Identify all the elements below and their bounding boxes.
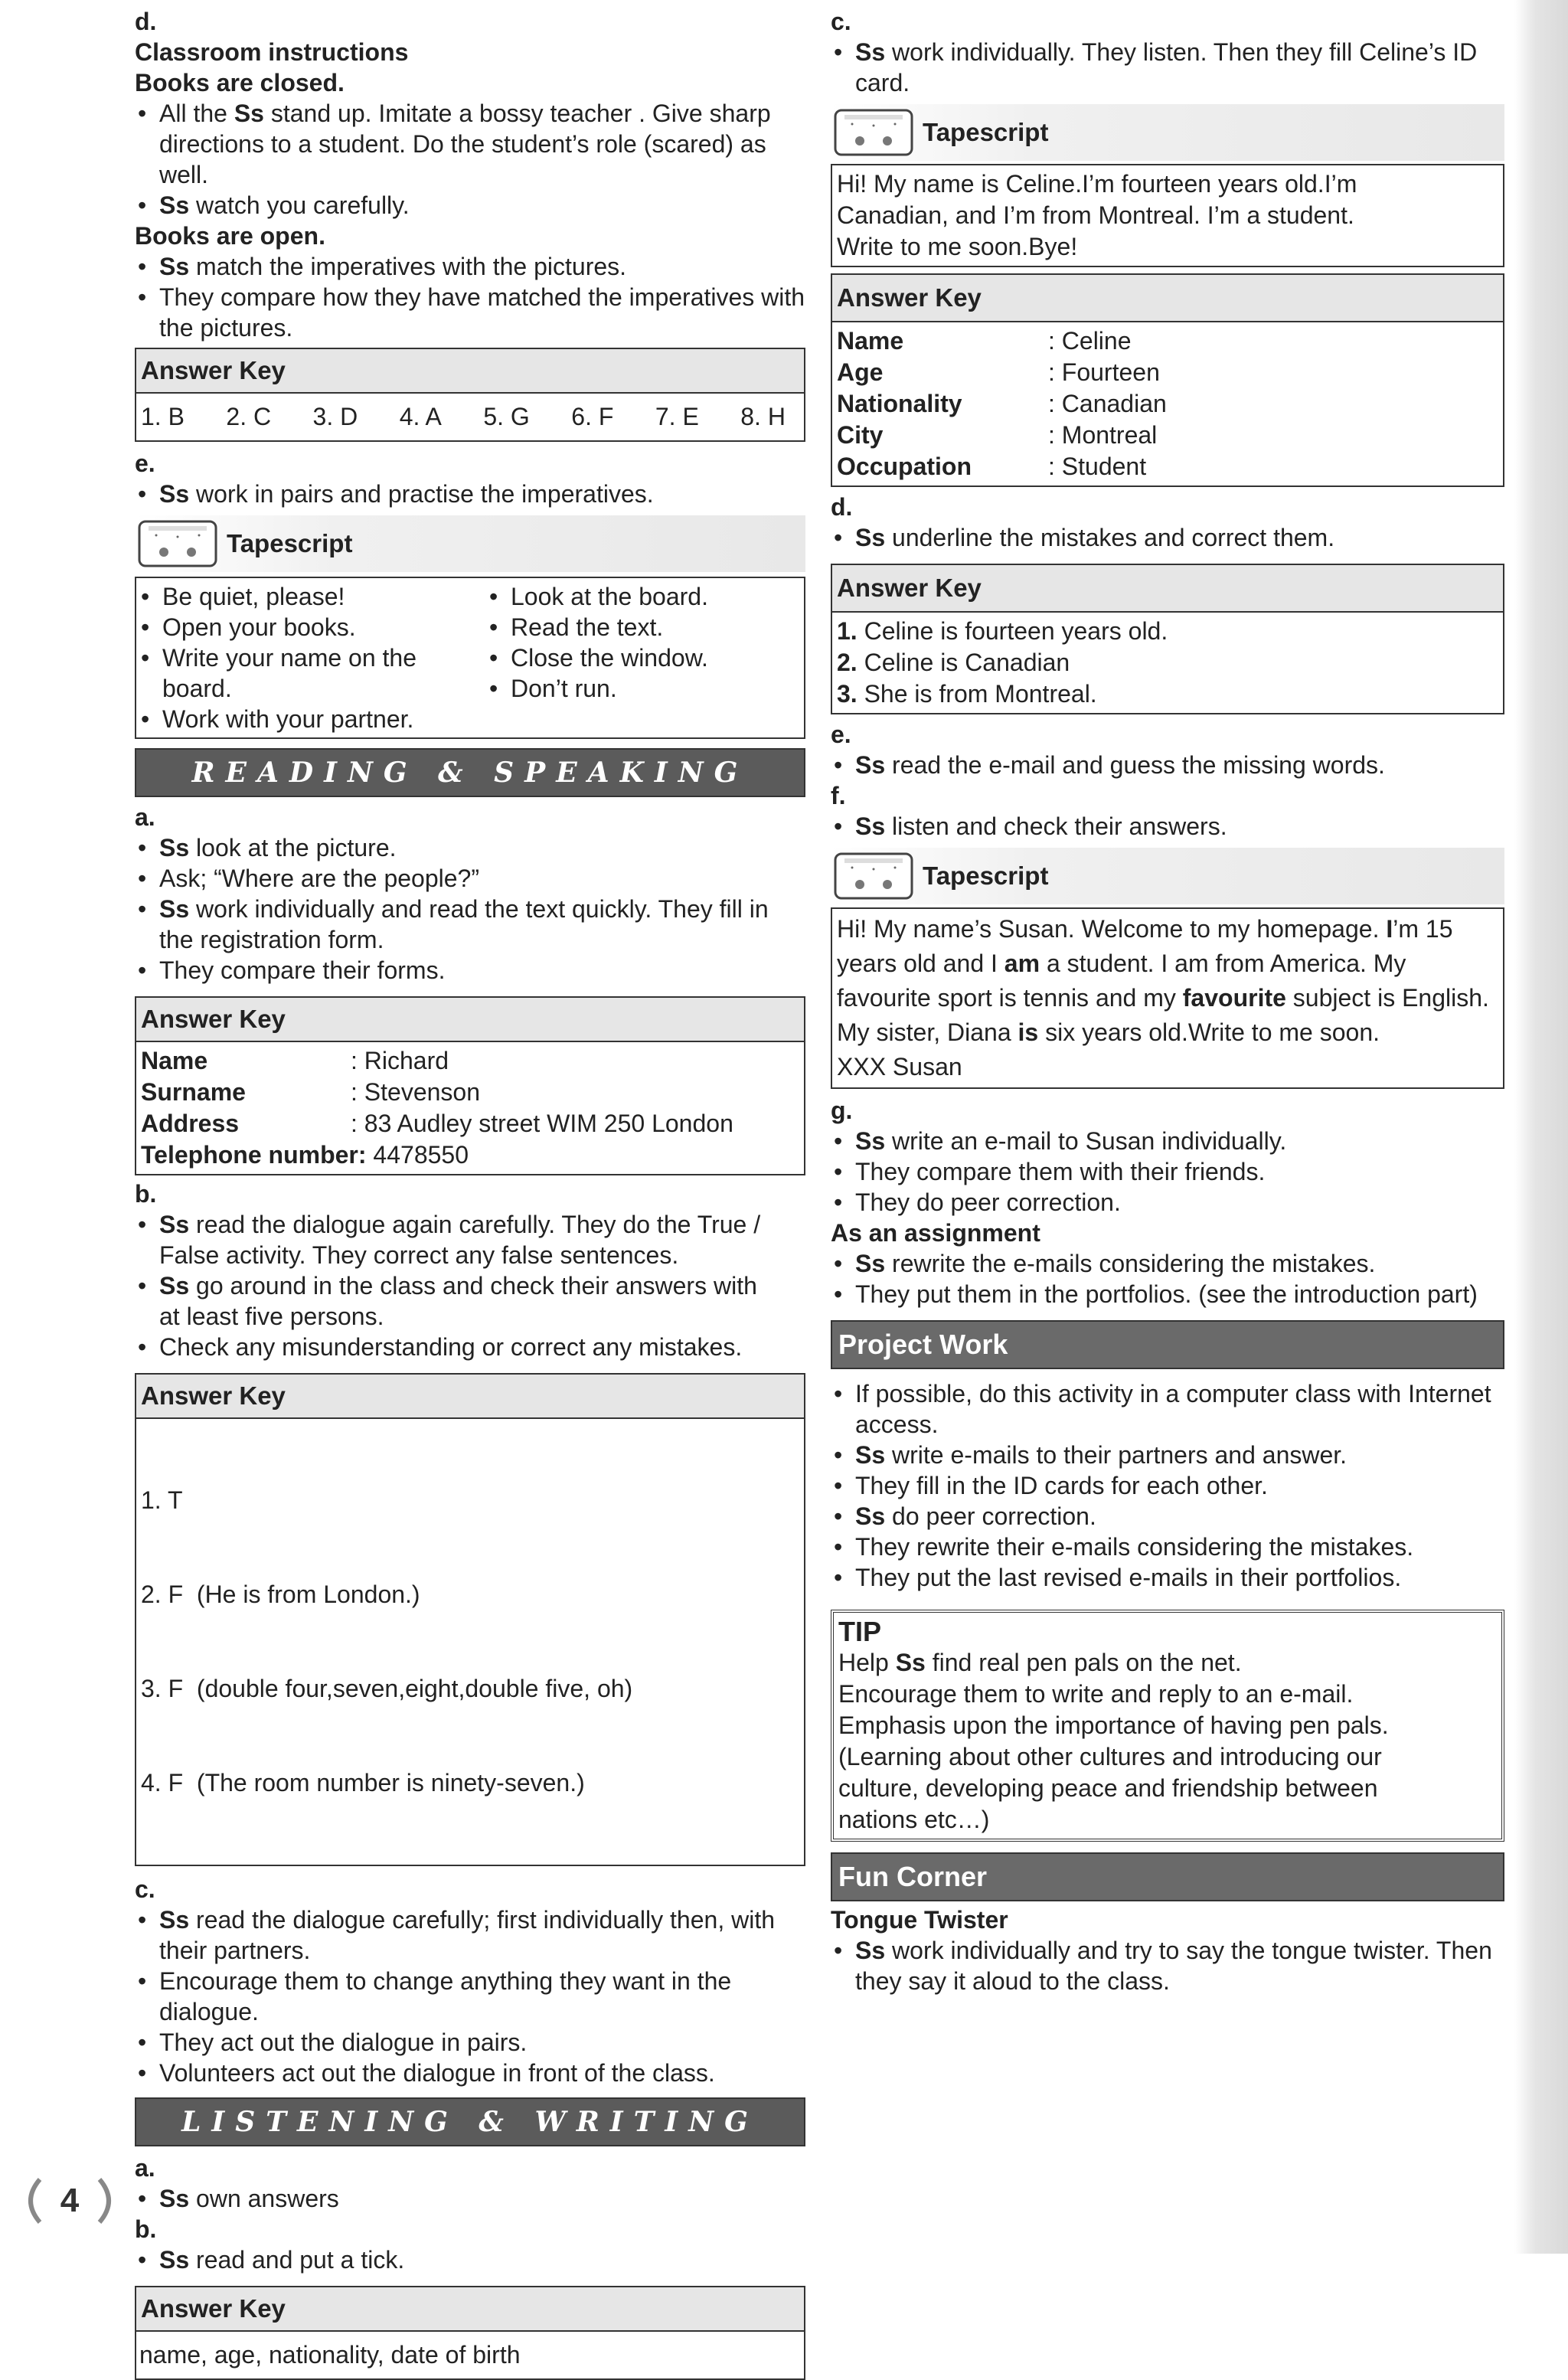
tip-title: TIP (838, 1616, 882, 1647)
answer: 2. Celine is Canadian (837, 649, 1070, 676)
tongue-twister-heading: Tongue Twister (831, 1906, 1008, 1934)
script-line: • Open your books. (138, 612, 486, 642)
answer: 8. H (740, 403, 786, 430)
section-e (135, 448, 805, 739)
bullet-list (831, 522, 1504, 553)
bullet-list (135, 2244, 805, 2275)
bullet-item: • Check any misunderstanding or correct any mistakes. (135, 1332, 775, 1362)
section-listening-a (135, 2153, 805, 2214)
section-label: e. (135, 450, 155, 477)
banner-title: READING & SPEAKING (191, 757, 749, 789)
script-line: Canadian, and I’m from Montreal. I’m a student. (837, 201, 1354, 229)
bullet-item: • They act out the dialogue in pairs. (135, 2027, 805, 2058)
bullet-item: • Ss work in pairs and practise the imperatives. (135, 479, 805, 509)
section-reading-a (135, 802, 805, 1175)
section-label: b. (135, 1180, 157, 1208)
kv-row: Telephone number: 4478550 (141, 1141, 469, 1169)
section-label: b. (135, 2215, 157, 2243)
bullet-item: • They do peer correction. (831, 1187, 1504, 1218)
right-column (831, 0, 1504, 1996)
books-closed-heading: Books are closed. (135, 69, 345, 96)
tip-box (831, 1610, 1504, 1842)
tapescript-box (831, 907, 1504, 1089)
script-line: • Write your name on the board. (138, 642, 486, 704)
bullet-item: • Volunteers act out the dialogue in front of the class. (135, 2058, 805, 2088)
script-list-left (136, 578, 486, 737)
bullet-item: • Encourage them to change anything they want in the dialogue. (135, 1966, 805, 2027)
bullet-item: • Ss look at the picture. (135, 832, 805, 863)
bullet-list (831, 37, 1504, 98)
bullet-item: • Ss work individually. They listen. Then they fill Celine’s ID card. (831, 37, 1504, 98)
bullet-list (135, 1904, 805, 2088)
bullet-item: • Ss rewrite the e-mails considering the mistakes. (831, 1248, 1504, 1279)
answer: 3. D (312, 403, 358, 430)
banner-title: LISTENING & WRITING (181, 2106, 759, 2138)
section-label: d. (135, 8, 157, 35)
answer: 3. She is from Montreal. (837, 680, 1097, 708)
bullet-item: • Ss read and put a tick. (135, 2244, 805, 2275)
bullet-item: • They rewrite their e-mails considering the mistakes. (831, 1532, 1504, 1562)
section-d (135, 6, 805, 442)
bullet-item: • If possible, do this activity in a computer class with Internet access. (831, 1378, 1504, 1440)
bullet-item: • They fill in the ID cards for each other. (831, 1470, 1504, 1501)
bullet-item: • Ss listen and check their answers. (831, 811, 1504, 842)
bullet-list (831, 1126, 1504, 1218)
script-line: • Be quiet, please! (138, 581, 486, 612)
section-label: f. (831, 782, 846, 809)
answer: 1. Celine is fourteen years old. (837, 617, 1168, 645)
section-f (831, 780, 1504, 1089)
script-line: Hi! My name is Celine.I’m fourteen years old.I’m (837, 170, 1357, 198)
bullet-item: • Ss read the dialogue carefully; first individually then, with their partners. (135, 1904, 805, 1966)
section-label: e. (831, 721, 851, 748)
script-line: • Read the text. (486, 612, 708, 642)
cassette-icon (831, 106, 916, 159)
bullet-item: • Ss work individually and try to say the tongue twister. Then they say it aloud to the class. (831, 1935, 1504, 1996)
answer: 4. A (399, 403, 442, 430)
kv-row: Occupation : Student (837, 453, 1147, 480)
listening-writing-banner (135, 2097, 805, 2146)
bullet-item: • All the Ss stand up. Imitate a bossy teacher . Give sharp directions to a student. Do the student’s role (scared) as well. (135, 98, 805, 190)
bullet-item: • Ss write e-mails to their partners and answer. (831, 1440, 1504, 1470)
bullet-list (831, 750, 1504, 780)
answer-key-title: Answer Key (136, 1375, 804, 1419)
kv-row: Name : Celine (837, 327, 1132, 355)
script-line: • Work with your partner. (138, 704, 486, 734)
answer: 6. F (571, 403, 614, 430)
bullet-item: • They put them in the portfolios. (see the introduction part) (831, 1279, 1504, 1309)
bullet-list (135, 98, 805, 221)
bullet-item: • They compare how they have matched the imperatives with the pictures. (135, 282, 805, 343)
tip-line: (Learning about other cultures and introducing our (838, 1743, 1382, 1770)
answer-key-box (831, 273, 1504, 487)
section-label: c. (135, 1875, 155, 1903)
bullet-item: • Ss watch you carefully. (135, 190, 805, 221)
kv-row: Name : Richard (141, 1047, 449, 1074)
kv-row: City : Montreal (837, 421, 1158, 449)
answer: 1. B (141, 403, 185, 430)
section-listening-b (135, 2214, 805, 2380)
reading-speaking-banner (135, 748, 805, 797)
section-e (831, 719, 1504, 780)
bullet-list (831, 811, 1504, 842)
page-number-badge (17, 2173, 122, 2228)
answer-body (136, 1419, 804, 1865)
bullet-item: • Ss work individually and read the text quickly. They fill in the registration form. (135, 894, 805, 955)
tapescript-title: Tapescript (227, 529, 353, 557)
script-line: • Look at the board. (486, 581, 708, 612)
bullet-item: • Ss match the imperatives with the pictures. (135, 251, 805, 282)
tapescript-title: Tapescript (923, 861, 1049, 890)
bullet-list (135, 2183, 805, 2214)
bullet-item: • Ss underline the mistakes and correct them. (831, 522, 1504, 553)
bullet-item: • Ss write an e-mail to Susan individually. (831, 1126, 1504, 1156)
tapescript-header (831, 104, 1504, 161)
tip-line: Encourage them to write and reply to an e-mail. (838, 1680, 1354, 1708)
tip-line: culture, developing peace and friendship between (838, 1774, 1378, 1802)
tapescript-box (135, 577, 805, 739)
bullet-item: • Ask; “Where are the people?” (135, 863, 805, 894)
section-g (831, 1095, 1504, 1309)
section-label: d. (831, 493, 853, 521)
answer: 7. E (655, 403, 699, 430)
answer-row (136, 394, 804, 440)
answer: name, age, nationality, date of birth (139, 2341, 521, 2369)
answer-body (832, 322, 1503, 485)
answer-body (136, 1042, 804, 1174)
bullet-item: • Ss go around in the class and check their answers with at least five persons. (135, 1270, 775, 1332)
answer: 1. T (141, 1486, 183, 1514)
answer-body (832, 613, 1503, 713)
tapescript-header (831, 848, 1504, 904)
script-line: Write to me soon.Bye! (837, 233, 1078, 260)
answer: 4. F (The room number is ninety-seven.) (141, 1769, 585, 1796)
answer-key-box (135, 996, 805, 1175)
section-label: c. (831, 8, 851, 35)
bullet-item: • Ss read the dialogue again carefully. They do the True / False activity. They correct any false sentences. (135, 1209, 775, 1270)
answer-key-box (135, 348, 805, 442)
answer-key-box (831, 564, 1504, 714)
script-list-right (486, 578, 708, 737)
section-title: Classroom instructions (135, 38, 409, 66)
answer: 2. C (226, 403, 272, 430)
bullet-list (831, 1378, 1504, 1593)
answer-key-box (135, 2286, 805, 2380)
answer: 5. G (483, 403, 530, 430)
page-edge-shadow (1514, 0, 1568, 2254)
section-c (831, 6, 1504, 487)
kv-row: Age : Fourteen (837, 358, 1160, 386)
bullet-item: • Ss own answers (135, 2183, 805, 2214)
cassette-icon (831, 849, 916, 903)
cassette-icon (135, 517, 220, 570)
section-label: g. (831, 1097, 853, 1124)
bullet-item: • They compare their forms. (135, 955, 805, 986)
script-text: Hi! My name’s Susan. Welcome to my homepage. I’m 15 years old and I am a student. I am from America. My favourite sport is tennis and my favourite subject is English. My sister, Diana is six years old.Write to me soon. (837, 915, 1489, 1046)
bullet-list (135, 832, 805, 986)
script-signature: XXX Susan (837, 1053, 962, 1080)
bullet-item: • They compare them with their friends. (831, 1156, 1504, 1187)
bullet-list (831, 1248, 1504, 1309)
script-line: • Don’t run. (486, 673, 708, 704)
tapescript-title: Tapescript (923, 118, 1049, 146)
tip-line: Help Ss find real pen pals on the net. (838, 1649, 1242, 1676)
answer-key-box (135, 1373, 805, 1866)
kv-row: Address : 83 Audley street WIM 250 London (141, 1110, 733, 1137)
bullet-item: • They put the last revised e-mails in their portfolios. (831, 1562, 1504, 1593)
section-reading-c (135, 1874, 805, 2088)
bullet-list (135, 479, 805, 509)
kv-row: Nationality : Canadian (837, 390, 1167, 417)
page-number: 4 (60, 2182, 80, 2219)
section-label: a. (135, 803, 155, 831)
answer: 2. F (He is from London.) (141, 1581, 420, 1608)
tapescript-box (831, 164, 1504, 267)
assignment-heading: As an assignment (831, 1219, 1040, 1247)
answer: 3. F (double four,seven,eight,double five, oh) (141, 1675, 633, 1702)
bullet-item: • Ss read the e-mail and guess the missing words. (831, 750, 1504, 780)
answer-key-title: Answer Key (136, 2287, 804, 2332)
answer-key-title: Answer Key (136, 349, 804, 394)
project-work-header: Project Work (831, 1320, 1504, 1369)
tip-line: Emphasis upon the importance of having pen pals. (838, 1711, 1389, 1739)
fun-corner-header: Fun Corner (831, 1852, 1504, 1901)
bullet-list (135, 1209, 805, 1362)
answer-key-title: Answer Key (832, 275, 1503, 322)
bullet-list (135, 251, 805, 343)
tip-line: nations etc…) (838, 1806, 990, 1833)
section-d (831, 492, 1504, 714)
tapescript-header (135, 515, 805, 572)
section-label: a. (135, 2154, 155, 2182)
bullet-list (831, 1935, 1504, 1996)
answer-key-title: Answer Key (136, 998, 804, 1042)
script-line: • Close the window. (486, 642, 708, 673)
books-open-heading: Books are open. (135, 222, 325, 250)
answer-key-title: Answer Key (832, 565, 1503, 613)
left-column (135, 0, 805, 2380)
kv-row: Surname : Stevenson (141, 1078, 480, 1106)
bullet-item: • Ss do peer correction. (831, 1501, 1504, 1532)
section-reading-b (135, 1179, 805, 1866)
